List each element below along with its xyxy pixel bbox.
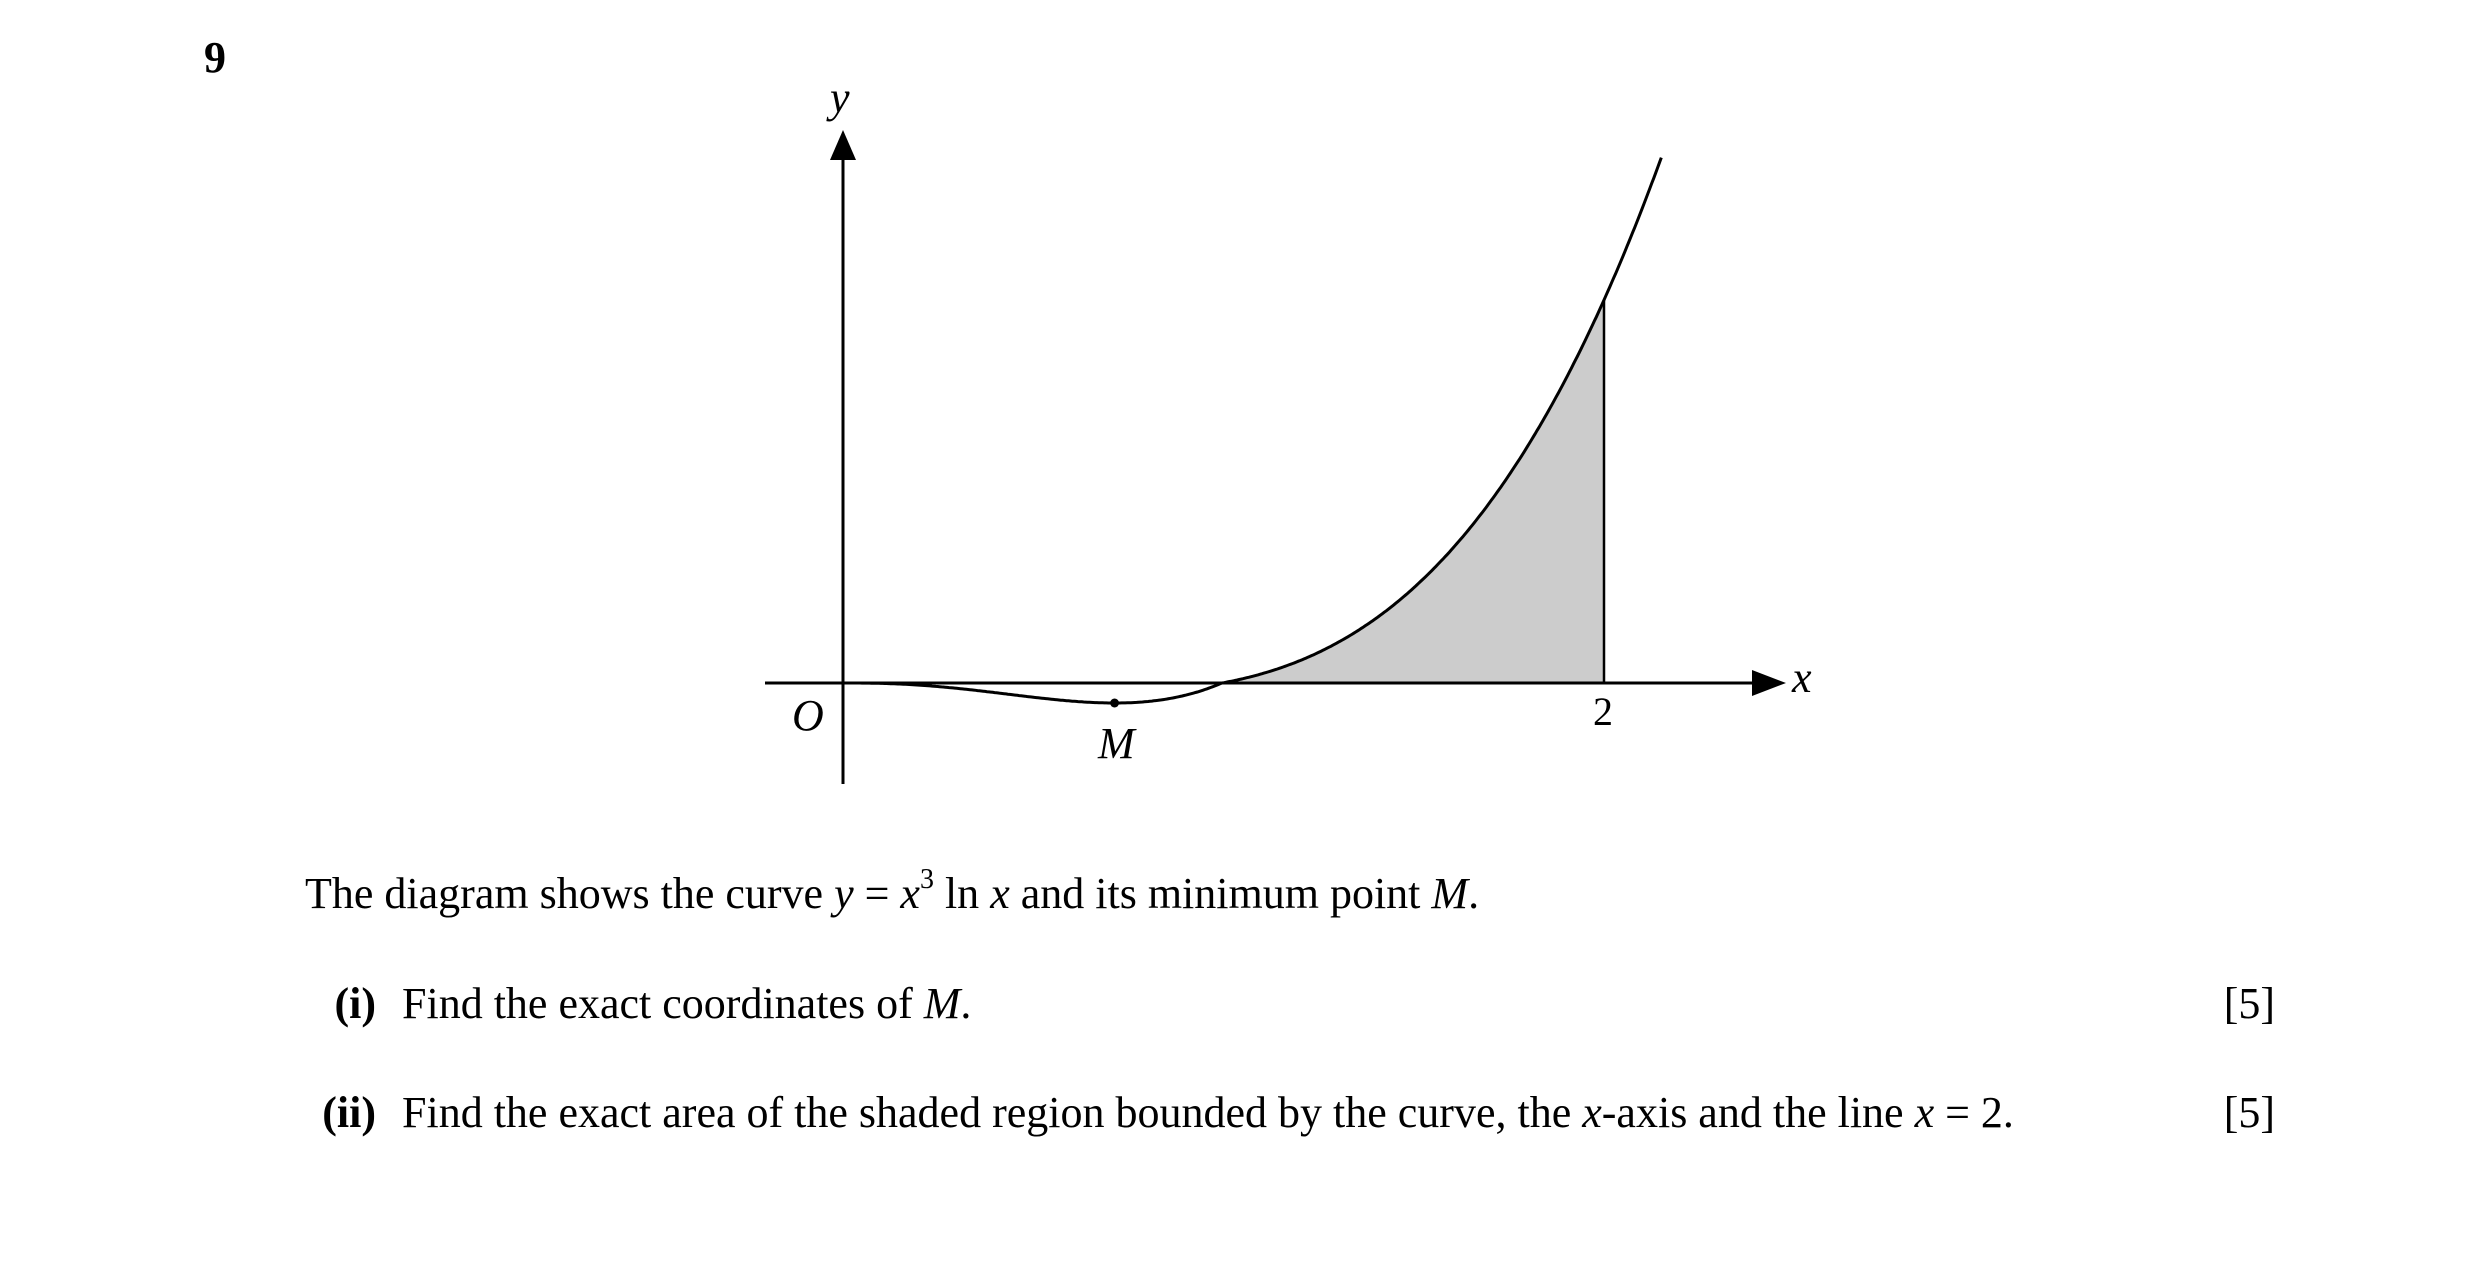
y-axis-arrow <box>830 130 856 160</box>
part-label: (i) <box>334 979 376 1028</box>
x-axis-arrow <box>1752 670 1786 696</box>
part-label: (ii) <box>322 1088 376 1137</box>
origin-label: O <box>792 691 824 740</box>
x-axis-label: x <box>1792 653 1812 702</box>
y-axis-label: y <box>830 73 850 122</box>
minimum-point-marker <box>1110 699 1119 708</box>
part-text: Find the exact coordinates of M. <box>402 979 972 1028</box>
part-text: Find the exact area of the shaded region bounded by the curve, the x-axis and the line x = 2. <box>402 1088 2014 1137</box>
shaded-region <box>1222 300 1604 683</box>
marks: [5] <box>2223 1088 2275 1137</box>
x-tick-label-2: 2 <box>1593 689 1613 734</box>
marks: [5] <box>2223 979 2275 1028</box>
minimum-label: M <box>1098 719 1135 768</box>
question-number: 9 <box>204 33 226 82</box>
question-intro: The diagram shows the curve $y = x^3$ ln x and its minimum point M. <box>305 864 1480 918</box>
